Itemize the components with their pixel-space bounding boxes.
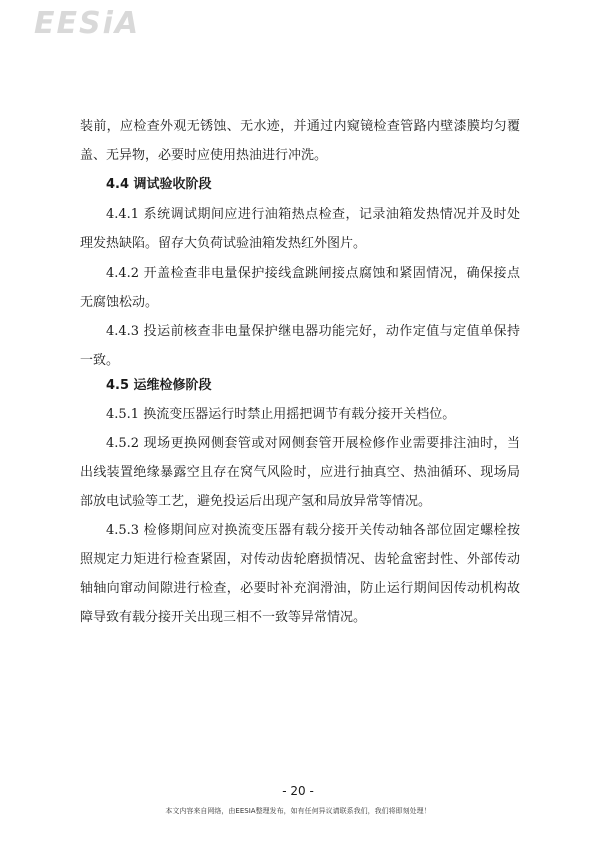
paragraph-4-5-1: 4.5.1 换流变压器运行时禁止用摇把调节有载分接开关档位。 [106,407,456,422]
paragraph-4-4-2: 4.4.2 开盖检查非电量保护接线盒跳闸接点腐蚀和紧固情况，确保接点无腐蚀松动。 [80,266,520,310]
page-number: - 20 - [282,784,314,798]
paragraph-4-5-2: 4.5.2 现场更换网侧套管或对网侧套管开展检修作业需要排注油时，当出线装置绝缘暴露空且存在窝气风险时，应进行抽真空、热油循环、现场局部放电试验等工艺，避免投运后出现产氢和局放异常等情况。 [80,436,520,509]
paragraph-4-5-3: 4.5.3 检修期间应对换流变压器有载分接开关传动轴各部位固定螺栓按照规定力矩进行检查紧固，对传动齿轮磨损情况、齿轮盒密封性、外部传动轴轴向窜动间隙进行检查，必要时补充润滑油，防止运行期间因传动机构故障导致有载分接开关出现三相不一致等异常情况。 [80,523,520,625]
paragraph-continuation: 装前，应检查外观无锈蚀、无水迹，并通过内窥镜检查管路内壁漆膜均匀覆盖、无异物，必要时应使用热油进行冲洗。 [80,119,520,163]
paragraph-4-4-3: 4.4.3 投运前核查非电量保护继电器功能完好，动作定值与定值单保持一致。 [80,324,520,368]
section-heading-4-4: 4.4 调试验收阶段 [106,177,212,192]
footer-disclaimer: 本文内容来自网络，由EESIA整理发布，如有任何异议请联系我们，我们将即刻处理！ [165,807,431,815]
paragraph-4-4-1: 4.4.1 系统调试期间应进行油箱热点检查，记录油箱发热情况并及时处理发热缺陷。留存大负荷试验油箱发热红外图片。 [80,207,520,251]
eesia-logo: EESiA [34,6,141,41]
section-heading-4-5: 4.5 运维检修阶段 [106,378,212,393]
